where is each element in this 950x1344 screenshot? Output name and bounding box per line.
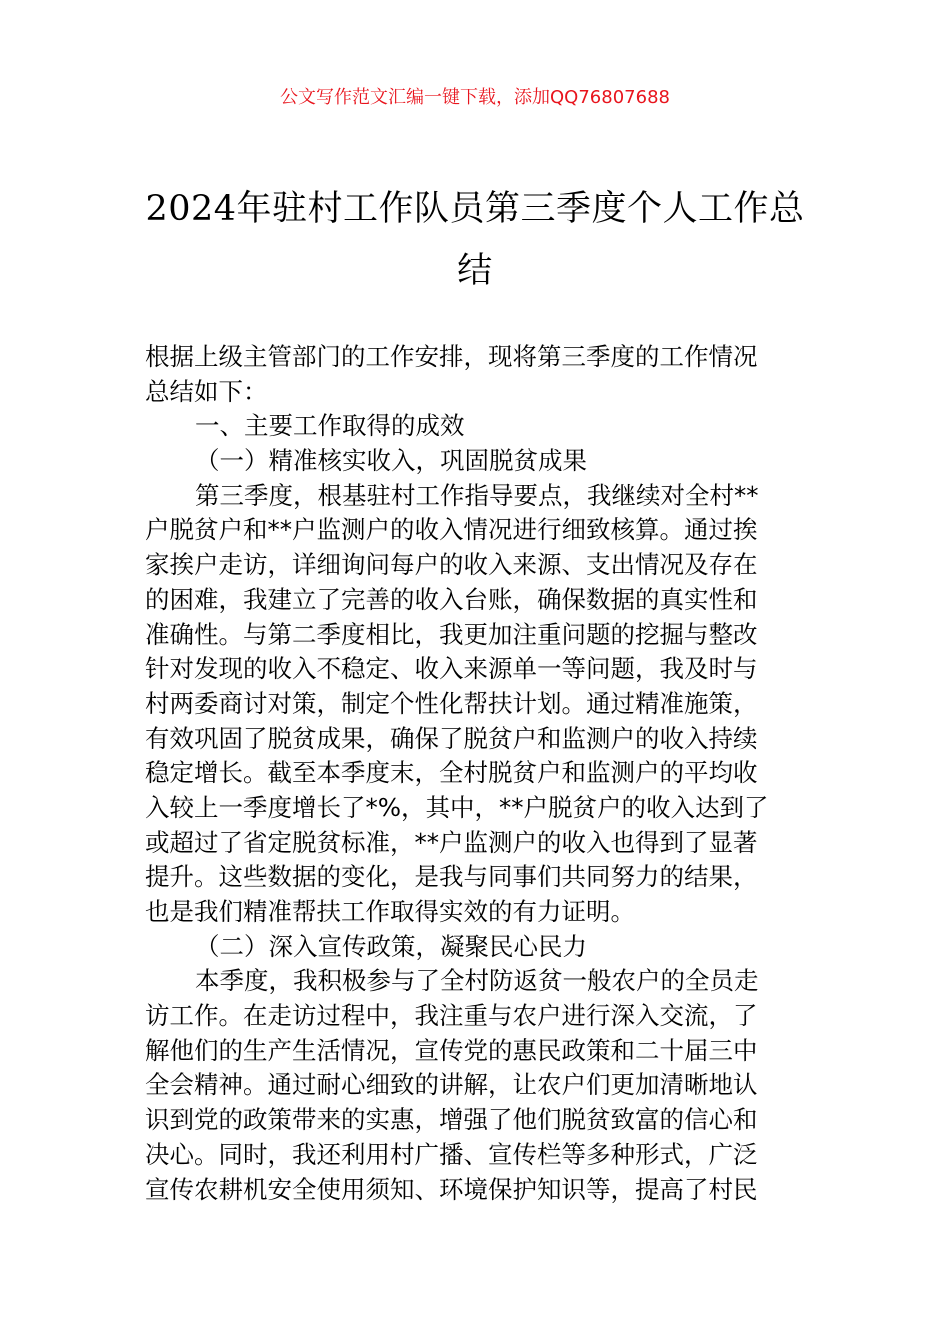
- paragraph-line: 全会精神。通过耐心细致的讲解，让农户们更加清晰地认: [145, 1070, 758, 1100]
- paragraph-line: 或超过了省定脱贫标准，**户监测户的收入也得到了显著: [145, 827, 758, 857]
- document-body: [145, 340, 810, 1207]
- paragraph-line: 针对发现的收入不稳定、收入来源单一等问题，我及时与: [145, 654, 758, 684]
- paragraph-line: 家挨户走访，详细询问每户的收入来源、支出情况及存在: [145, 550, 758, 580]
- paragraph-line: 的困难，我建立了完善的收入台账，确保数据的真实性和: [145, 584, 758, 614]
- subsection-heading: （二）深入宣传政策，凝聚民心民力: [195, 931, 587, 961]
- paragraph-line: 决心。同时，我还利用村广播、宣传栏等多种形式，广泛: [145, 1139, 758, 1169]
- paragraph-line: 稳定增长。截至本季度末，全村脱贫户和监测户的平均收: [145, 758, 758, 788]
- paragraph-line: 村两委商讨对策，制定个性化帮扶计划。通过精准施策，: [145, 688, 758, 718]
- title-line-2: 结: [457, 251, 493, 291]
- paragraph-line: 提升。这些数据的变化，是我与同事们共同努力的结果，: [145, 862, 758, 892]
- paragraph-intro-line: 总结如下：: [145, 376, 268, 406]
- title-line-1: 2024年驻村工作队员第三季度个人工作总: [145, 189, 805, 229]
- header-download-note: 公文写作范文汇编一键下载，添加QQ76807688: [280, 87, 670, 108]
- paragraph-line: 也是我们精准帮扶工作取得实效的有力证明。: [145, 897, 635, 926]
- document-title: [140, 178, 810, 302]
- paragraph-line: 入较上一季度增长了*%，其中，**户脱贫户的收入达到了: [145, 792, 769, 822]
- paragraph-line: 解他们的生产生活情况，宣传党的惠民政策和二十届三中: [145, 1035, 758, 1065]
- paragraph-line: 准确性。与第二季度相比，我更加注重问题的挖掘与整改: [145, 619, 758, 649]
- paragraph-line: 宣传农耕机安全使用须知、环境保护知识等，提高了村民: [145, 1174, 758, 1204]
- subsection-heading: （一）精准核实收入，巩固脱贫成果: [195, 446, 587, 476]
- section-heading: 一、主要工作取得的成效: [195, 411, 465, 441]
- paragraph-line: 第三季度，根基驻村工作指导要点，我继续对全村**: [195, 480, 759, 510]
- paragraph-line: 有效巩固了脱贫成果，确保了脱贫户和监测户的收入持续: [145, 723, 758, 753]
- paragraph-line: 本季度，我积极参与了全村防返贫一般农户的全员走: [195, 966, 759, 996]
- paragraph-line: 户脱贫户和**户监测户的收入情况进行细致核算。通过挨: [145, 515, 758, 545]
- paragraph-intro-line: 根据上级主管部门的工作安排，现将第三季度的工作情况: [145, 342, 758, 371]
- paragraph-line: 识到党的政策带来的实惠，增强了他们脱贫致富的信心和: [145, 1105, 758, 1135]
- paragraph-line: 访工作。在走访过程中，我注重与农户进行深入交流，了: [145, 1001, 758, 1031]
